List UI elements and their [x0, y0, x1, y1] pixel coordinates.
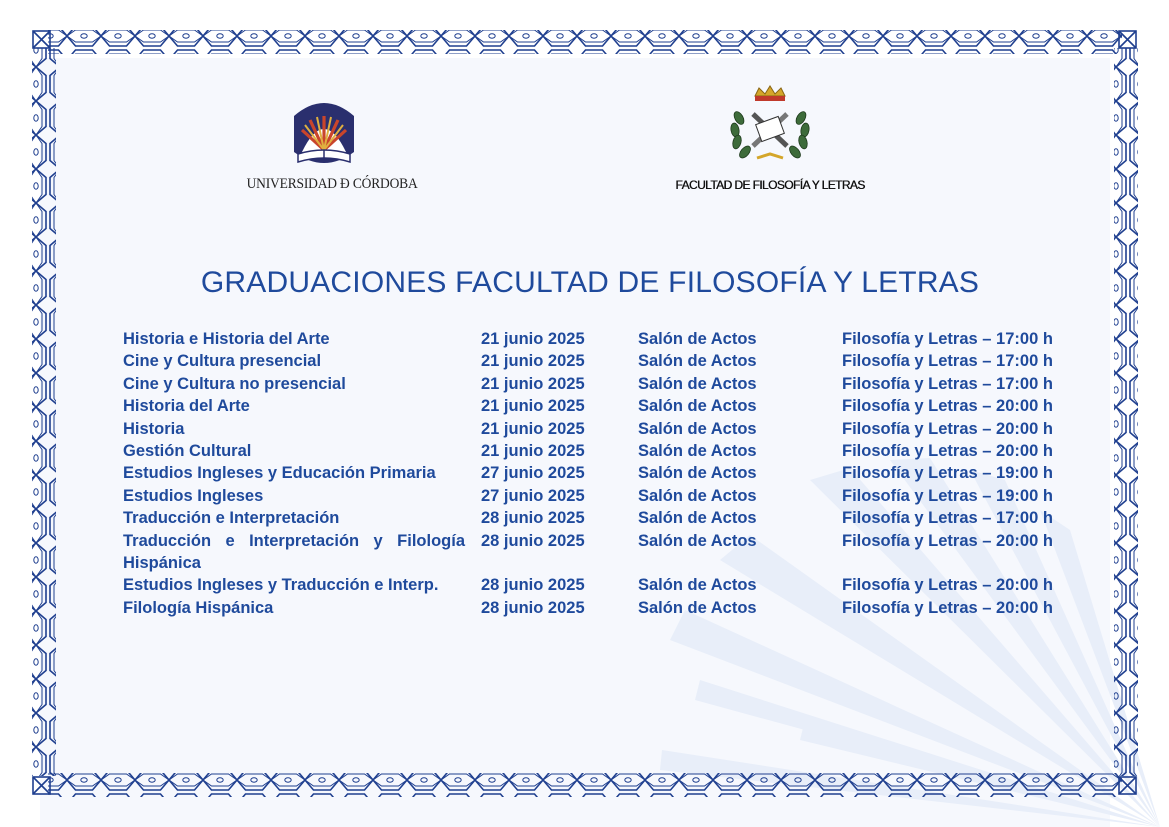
- ceremony-location-time: Filosofía y Letras – 20:00 h: [842, 576, 1053, 595]
- program-name: Traducción e Interpretación y Filología Hispánica: [123, 531, 465, 573]
- ceremony-location-time: Filosofía y Letras – 17:00 h: [842, 352, 1053, 371]
- ceremony-date: 28 junio 2025: [481, 509, 585, 528]
- ceremony-date: 27 junio 2025: [481, 464, 585, 483]
- page-title: GRADUACIONES FACULTAD DE FILOSOFÍA Y LETRAS: [200, 266, 980, 299]
- ceremony-date: 21 junio 2025: [481, 374, 585, 393]
- ceremony-location-time: Filosofía y Letras – 17:00 h: [842, 330, 1053, 348]
- graduation-schedule: [123, 328, 1073, 619]
- ceremony-date: 28 junio 2025: [481, 598, 585, 617]
- ceremony-location-time: Filosofía y Letras – 17:00 h: [842, 509, 1053, 528]
- ceremony-date: 21 junio 2025: [481, 330, 585, 348]
- ceremony-venue: Salón de Actos: [638, 598, 757, 617]
- program-name: Gestión Cultural: [123, 442, 252, 461]
- ceremony-location-time: Filosofía y Letras – 20:00 h: [842, 442, 1053, 461]
- program-name: Cine y Cultura presencial: [123, 352, 322, 371]
- ceremony-venue: Salón de Actos: [638, 352, 757, 371]
- ceremony-venue: Salón de Actos: [638, 419, 757, 438]
- program-name: Traducción e Interpretación: [123, 509, 340, 528]
- ceremony-date: 28 junio 2025: [481, 576, 585, 595]
- ceremony-location-time: Filosofía y Letras – 19:00 h: [842, 486, 1053, 505]
- schedule-row: [123, 418, 1073, 440]
- schedule-row: [123, 350, 1073, 372]
- ceremony-venue: Salón de Actos: [638, 531, 757, 550]
- program-name: Historia: [123, 419, 185, 438]
- program-name: Estudios Ingleses y Educación Primaria: [123, 464, 436, 483]
- faculty-logo: [655, 84, 885, 202]
- schedule-row: [123, 462, 1073, 484]
- ceremony-location-time: Filosofía y Letras – 20:00 h: [842, 531, 1053, 550]
- schedule-row: [123, 485, 1073, 507]
- schedule-row: [123, 328, 1073, 350]
- ceremony-date: 21 junio 2025: [481, 352, 585, 371]
- ceremony-date: 28 junio 2025: [481, 531, 585, 550]
- ceremony-date: 21 junio 2025: [481, 419, 585, 438]
- schedule-row: [123, 395, 1073, 417]
- ceremony-location-time: Filosofía y Letras – 20:00 h: [842, 419, 1053, 438]
- schedule-row: [123, 507, 1073, 529]
- ceremony-location-time: Filosofía y Letras – 19:00 h: [842, 464, 1053, 483]
- ceremony-location-time: Filosofía y Letras – 17:00 h: [842, 374, 1053, 393]
- ceremony-date: 21 junio 2025: [481, 397, 585, 416]
- ceremony-venue: Salón de Actos: [638, 330, 757, 348]
- schedule-row: [123, 373, 1073, 395]
- ceremony-date: 21 junio 2025: [481, 442, 585, 461]
- schedule-row: [123, 530, 1073, 575]
- schedule-row: [123, 574, 1073, 596]
- program-name: Historia del Arte: [123, 397, 250, 416]
- program-name: Historia e Historia del Arte: [123, 330, 330, 348]
- ceremony-venue: Salón de Actos: [638, 374, 757, 393]
- faculty-emblem-icon: [725, 84, 815, 170]
- schedule-row: [123, 597, 1073, 619]
- ceremony-venue: Salón de Actos: [638, 509, 757, 528]
- program-name: Estudios Ingleses: [123, 486, 264, 505]
- ceremony-date: 27 junio 2025: [481, 486, 585, 505]
- ceremony-location-time: Filosofía y Letras – 20:00 h: [842, 397, 1053, 416]
- ceremony-venue: Salón de Actos: [638, 464, 757, 483]
- program-name: Cine y Cultura no presencial: [123, 374, 346, 393]
- universidad-cordoba-logo: [238, 96, 418, 196]
- uco-name: UNIVERSIDAD Ð CÓRDOBA: [246, 176, 418, 192]
- ceremony-location-time: Filosofía y Letras – 20:00 h: [842, 598, 1053, 617]
- ceremony-venue: Salón de Actos: [638, 442, 757, 461]
- program-name: Filología Hispánica: [123, 598, 274, 617]
- ceremony-venue: Salón de Actos: [638, 576, 757, 595]
- faculty-name: FACULTAD DE FILOSOFÍA Y LETRAS: [675, 178, 865, 192]
- uco-emblem-icon: [288, 96, 360, 174]
- schedule-row: [123, 440, 1073, 462]
- ceremony-venue: Salón de Actos: [638, 397, 757, 416]
- ceremony-venue: Salón de Actos: [638, 486, 757, 505]
- program-name: Estudios Ingleses y Traducción e Interp.: [123, 576, 439, 595]
